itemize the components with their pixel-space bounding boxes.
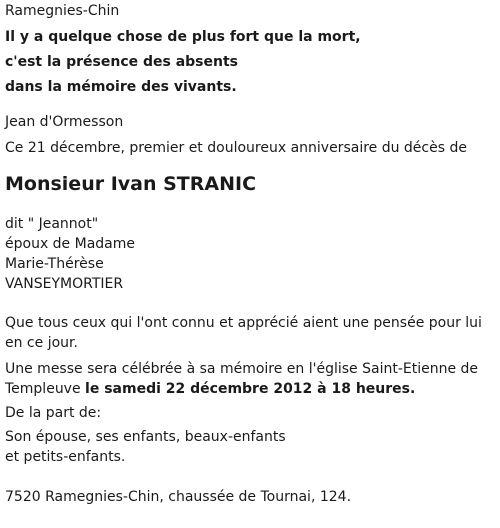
from-label: De la part de: bbox=[5, 405, 102, 421]
mass-date: le samedi 22 décembre 2012 à 18 heures. bbox=[85, 381, 416, 397]
mass-location: Templeuve bbox=[5, 381, 81, 397]
family-block bbox=[5, 427, 495, 467]
place-header: Ramegnies-Chin bbox=[5, 3, 120, 19]
thanks-text: Que tous ceux qui l'ont connu et apprécié aient une pensée pour lui en ce jour. bbox=[5, 315, 482, 351]
quote-author: Jean d'Ormesson bbox=[5, 114, 124, 130]
family-line: Son épouse, ses enfants, beaux-enfants bbox=[5, 429, 286, 445]
details-block bbox=[5, 214, 495, 294]
detail-line: époux de Madame bbox=[5, 236, 135, 252]
quote-block bbox=[5, 25, 495, 100]
deceased-name: Monsieur Ivan STRANIC bbox=[5, 173, 257, 195]
mass-text: Une messe sera célébrée à sa mémoire en l'église Saint-Etienne de bbox=[5, 361, 479, 377]
mass-block bbox=[5, 359, 495, 399]
detail-line: dit " Jeannot" bbox=[5, 216, 99, 232]
detail-line: VANSEYMORTIER bbox=[5, 276, 124, 292]
family-line: et petits-enfants. bbox=[5, 449, 126, 465]
quote-line: Il y a quelque chose de plus fort que la mort, bbox=[5, 29, 361, 45]
quote-line: c'est la présence des absents bbox=[5, 54, 238, 70]
quote-line: dans la mémoire des vivants. bbox=[5, 79, 237, 95]
address: 7520 Ramegnies-Chin, chaussée de Tournai, 124. bbox=[5, 489, 352, 505]
mass-text-cont bbox=[5, 379, 495, 399]
detail-line: Marie-Thérèse bbox=[5, 256, 104, 272]
intro-text: Ce 21 décembre, premier et douloureux anniversaire du décès de bbox=[5, 140, 467, 156]
obituary-notice bbox=[5, 3, 495, 507]
